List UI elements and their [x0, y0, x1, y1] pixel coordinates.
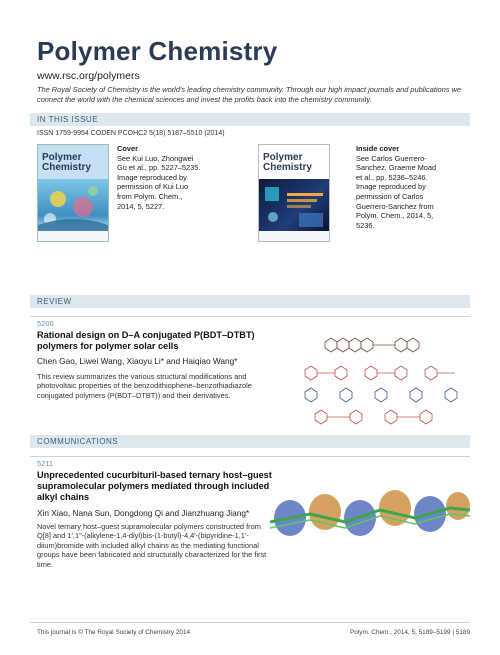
review-divider	[30, 316, 470, 317]
cover-artwork	[38, 179, 108, 231]
review-title[interactable]: Rational design on D–A conjugated P(BDT–DTBT) polymers for polymer solar cells	[37, 330, 255, 351]
review-page-number: 5200	[37, 319, 54, 328]
communications-title[interactable]: Unprecedented cucurbituril-based ternary host–guest supramolecular polymers mediated through included alkyl chains	[37, 470, 272, 502]
inside-cover-artwork	[259, 179, 329, 231]
communications-graphical-abstract	[270, 478, 470, 553]
footer-citation: Polym. Chem., 2014, 5, 5189–5199 | 5189	[350, 629, 470, 636]
communications-divider	[30, 456, 470, 457]
cover-footer-strip	[38, 231, 108, 241]
issn-line: ISSN 1759-9954 CODEN PCOHC2 5(18) 5187–5510 (2014)	[37, 130, 225, 137]
review-authors: Chen Gao, Liwei Wang, Xiaoyu Li* and Haiqiao Wang*	[37, 356, 238, 366]
cover-text: See Kui Luo, Zhongwei Gu et al., pp. 5227–5235. Image reproduced by permission of Kui Luo from Polym. Chem., 2014, 5, 5227.	[117, 153, 201, 211]
inside-cover-caption	[356, 144, 441, 230]
communications-authors: Xin Xiao, Nana Sun, Dongdong Qi and Jianzhuang Jiang*	[37, 508, 250, 518]
in-this-issue-heading: IN THIS ISSUE	[30, 113, 470, 126]
cover-thumb-title: Polymer Chemistry	[42, 152, 91, 173]
journal-url[interactable]: www.rsc.org/polymers	[37, 70, 140, 82]
journal-title: Polymer Chemistry	[37, 36, 278, 66]
review-heading: REVIEW	[30, 295, 470, 308]
cover-label: Cover	[117, 144, 138, 153]
inside-cover-footer-strip	[259, 231, 329, 241]
review-abstract: This review summarizes the various structural modifications and photovoltaic properties of the benzodithiophene–benzothiadiazole conjugated polymers (P(BDT–DTBT)) and their derivatives.	[37, 372, 252, 400]
footer-divider	[30, 622, 470, 623]
inside-cover-image[interactable]	[258, 144, 330, 242]
inside-cover-label: Inside cover	[356, 144, 400, 153]
review-graphical-abstract	[295, 330, 470, 430]
communications-page-number: 5211	[37, 459, 54, 468]
inside-cover-thumb-title: Polymer Chemistry	[263, 152, 312, 173]
journal-tagline: The Royal Society of Chemistry is the world's leading chemistry community. Through our high impact journals and publications we connect the world with the chemical sciences and invest the profits back into the chemistry community.	[37, 85, 461, 104]
communications-abstract: Novel ternary host–guest supramolecular polymers constructed from Q[8] and 1′,1″-(alkylene-1,4-diyl)bis-(1-butyl)-4,4′-(bipyridine-1,1′-diium)bromide with included alkyl chains as the mediating functional groups have been fabricated and structurally characterized for the first time.	[37, 522, 267, 569]
cover-image[interactable]	[37, 144, 109, 242]
footer-copyright: This journal is © The Royal Society of Chemistry 2014	[37, 629, 191, 636]
cover-caption	[117, 144, 202, 211]
inside-cover-text: See Carlos Guerrero-Sanchez, Graeme Moad et al., pp. 5236–5246. Image reproduced by permission of Carlos Guerrero-Sanchez from Polym. Chem., 2014, 5, 5236.	[356, 153, 437, 230]
communications-heading: COMMUNICATIONS	[30, 435, 470, 448]
